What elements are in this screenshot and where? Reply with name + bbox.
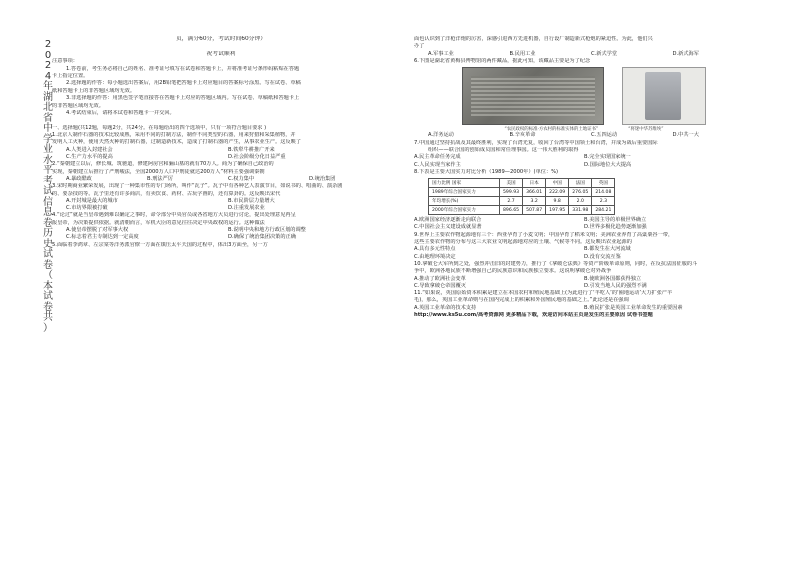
option: A.洋务运动 [428,132,454,139]
question-10-options [414,276,754,283]
side-title-char: 业 [43,144,53,155]
question-1-cont: 发明人工火种，使用天然火种的打制石器，过制造新技术，造成了打制石器的产生，从事农业生产。这反映了 [52,139,302,146]
question-5-cont: 办了 [414,43,425,50]
option: D.中共一大 [672,132,699,139]
side-title-char: 息 [43,207,53,218]
row-label: 1989年综合国家实力 [429,188,500,197]
question-11-options [414,305,754,312]
footer-watermark-line[interactable]: http://www.ks5u.com/高考资源网 更多精品下载，欢迎访问本站主页是发生的主要原因 试卷书签题 [414,311,653,318]
option: B.完全实现国家统一 [584,154,631,161]
option: C.由地理环境决定 [414,253,456,260]
row-label: 年均增长(%) [429,197,500,206]
option: B.市民阶层力量增大 [228,198,275,205]
table-cell: 2.7 [500,197,523,206]
question-9-options [414,246,754,253]
table-cell: 896.65 [500,206,523,215]
side-title-char: （ [43,270,53,281]
side-title-char: ） [43,322,53,334]
question-7-options [414,154,754,161]
right-column [414,36,754,319]
option: C.新式学堂 [591,50,618,57]
question-6: 6.下图是湖北省黄梅县博物馆的两件藏品，据此可知，该藏品主要是为了纪念 [414,57,591,64]
side-title-char: 学 [43,133,53,145]
table-row [429,206,615,215]
side-title-char: 4 [44,70,52,82]
question-7-cont: 组织——联合国的创始成员国和常任理事国。这一伟大胜利的取得 [428,146,579,153]
question-9-options [414,254,754,261]
side-title-char: 信 [43,196,53,208]
land-certificate-photo [462,67,604,125]
question-7-options [414,162,754,169]
option: C.五四运动 [591,132,618,139]
table-header: 中国 [546,179,569,188]
option: B.辛亥革命 [509,132,536,139]
option: B.使欧洲各国都获得独立 [584,275,642,282]
question-10: 10.拿破仑大军所到之处，强烈冲击旧的封建势力，推行了《拿破仑法典》等资产阶级革命原则，同时，在反抗法国征服的斗 [414,260,698,267]
option: C.标志着君主专制达到一定高度 [66,234,139,241]
table-corner [429,179,500,188]
option: B.都发生在大河流域 [584,246,631,253]
exam-subtitle: 祝考试顺利 [206,50,236,57]
option: C.权力集中 [228,176,255,183]
page-header-line: 页，满分60分，考试时间60分钟） [175,36,267,42]
side-title-char: 0 [44,49,52,61]
table-header: 英国 [592,179,615,188]
option: D.没有交流互鉴 [584,253,621,260]
notice-line: 4.考试结束后，请将本试卷和答题卡一并交回。 [66,109,175,116]
side-title-char: 试 [43,186,53,197]
option: B.美国主导的单极世界确立 [584,217,647,224]
side-title-char: 湖 [43,91,53,103]
option: A.人类进入封建社会 [66,146,113,153]
option: B.刑法严厉 [147,176,173,183]
option: D.社会阶级分化日益严重 [228,154,286,161]
table-cell: 2.0 [569,197,592,206]
question-1-options [52,154,390,161]
option: A.暴政酷政 [66,176,92,183]
table-cell: 197.95 [546,206,569,215]
option: D.统治集团 [309,176,336,183]
notice-line: 的非答题区域均无效。 [52,102,104,109]
table-cell: 331.98 [569,206,592,215]
table-cell: 284.21 [592,206,615,215]
option: A.使皇帝摆脱了对军事大权 [66,227,129,234]
question-11: 11.“如果说，英国原始资本积累是建立在本国农村和殖民地基础上(为此进行了‘羊吃人’的‘圈地运动’大力扩张产羊 [414,289,673,296]
question-4: 4.“论过”就是当皇帝遇到难以确定之事时，命令部分中央官员或各省地方大员进行讨论，提出处理意见再呈 [52,212,296,219]
side-title-char: 北 [43,102,53,113]
artifact-photo [622,67,706,125]
table-corner-bottom: 国家 [451,180,462,186]
table-header: 美国 [500,179,523,188]
power-comparison-table [428,178,615,215]
question-9-cont: 这些主要农作物的分布与这三大农业文明起源地对应的土壤、气候等不同。这反映出农业起源的 [414,238,632,245]
side-title-char: 省 [43,112,53,124]
question-11-cont: 毛)，那么，英国工业革命则与在国内完成上的积累和外国殖民地的基础之上。”此论述是在强调 [414,297,629,304]
row-label: 2000年综合国家实力 [429,206,500,215]
side-title-char: 中 [43,123,53,134]
option: C.市坊界限被打破 [66,205,108,212]
option: C.中国社会主义建设成就显著 [414,224,482,231]
side-title-char: 水 [43,154,53,166]
question-5-cont: 面也认识到了洋枪洋炮的厉害，深感引进西方先进机器，自行设厂制造新式枪炮的紧迫性。为此，他们兴 [414,36,653,42]
question-6-options [414,132,754,139]
question-8: 8.下表是主要大国实力对比分析（1989—2000年）(单位：%) [414,168,559,175]
table-cell: 599.93 [500,188,523,197]
side-title-char: 共 [43,312,53,323]
option: A.推动了欧洲社会变革 [414,275,466,282]
option: B.殖民扩张是英国工业革命发生的重要因素 [584,304,683,311]
question-3-options [52,205,390,212]
photo-caption: “将迷中华苏维埃” [628,127,664,133]
option: A.欧洲国家经济逐渐走向联合 [414,217,482,224]
table-cell: 3.2 [523,197,546,206]
option: D.新式海军 [672,50,699,57]
notice-line: 纸和答题卡上的非答题区域均无效。 [52,87,136,94]
option: B.说明中央和地方行政区划的调整 [228,227,306,234]
option: B.民用工业 [509,50,536,57]
table-corner-top: 国力比例 [432,180,451,186]
notice-line: 2.选择题的作答：每小题选出答案后，用2B铅笔把答题卡上对应题目的答案标号涂黑。写在试卷、草稿 [66,80,301,87]
side-title-char: 卷 [43,259,53,271]
side-title-char: 考 [43,175,53,187]
question-2-options [52,176,390,183]
question-4-cont: 报皇帝，为决策提供依据。就清朝而言，军机大臣的意见往往决定中央政权的运行。这种做法 [52,219,265,226]
question-3-cont: 的、要杂技的等。瓦子里还有许多商店，有卖饮食、药材、古玩字画的，还有算卦的。这反映出宋代 [52,190,281,197]
side-title-char: 年 [43,81,53,92]
question-7: 7.中国通过坚持抗战及其最终胜利，实现了台湾光复，收回了台湾等中国领土和台湾，并成为战后重要国际 [414,139,658,146]
side-title-char: 历 [43,228,53,239]
option: C.导致拿破仑帝国覆灭 [414,282,466,289]
question-6-photos [414,67,754,125]
side-title-char: 本 [43,280,53,292]
option: C.生产力水平的提高 [66,154,113,161]
side-title-char: 史 [43,238,53,250]
question-5: 5.面临着李鸿章、左宗棠等洋务派官僚一方面在镇压太平天国的过程中，体出3方面至，另一方 [52,241,268,248]
question-8-options [414,224,754,231]
option: A.英国工业革命的技术支持 [414,304,477,311]
question-2: 2.“秦朝建立以后，修长城、筑驰道，修建阿房宫和骊山墓的就有70万人。商为了确保自己政治的 [52,161,274,168]
table-cell: 9.8 [546,197,569,206]
option: A.开封城是最大的城市 [66,198,118,205]
side-title-char: 卷 [43,301,53,313]
table-cell: 214.08 [592,188,615,197]
option: D.确保了统治集团决策的正确 [228,234,296,241]
question-2-cont: 实现，秦朝建立后推行了严刑峻法，全国2000万人口中刑徒就达200万人”材料主要强调秦朝 [52,168,265,175]
option: B.铁犁牛耕推广开来 [228,146,275,153]
side-title-char: 2 [44,39,52,50]
table-header: 法国 [569,179,592,188]
photo-caption: “农民政权的标准·方农村的标准实体的土地证书” [504,127,599,133]
option: C.人民实现当家作主 [414,161,461,168]
question-10-options [414,283,754,290]
notice-line: 1.答卷前，考生务必将自己的姓名、准考证号填写在试卷和答题卡上，并将准考证号条形码粘贴在答题 [66,65,300,72]
option: D.注重发展农业 [228,205,265,212]
question-1-options [52,147,390,154]
question-3: 3.宋时期商业繁荣发展，出现了一种集市性的专门场所，叫作“瓦子”。瓦子中有各种艺人表演节目，如说书的、唱曲的、演杂剧 [52,183,343,190]
option: A.军事工业 [428,50,454,57]
side-title-char: 卷 [43,217,53,229]
question-5-options [414,51,754,58]
table-header: 日本 [523,179,546,188]
section-title: 一、选择题(共12题，每题2分，共24分。在每题给出的四个选项中，只有一项符合题目要求 ) [52,124,267,131]
question-4-options [52,234,390,241]
side-title-char: 试 [43,291,53,302]
side-title-char: 试 [43,249,53,260]
table-cell: 507.87 [523,206,546,215]
table-row [429,188,615,197]
left-column [52,36,390,249]
notice-line: 卡上指定位置。 [52,72,89,79]
option: D.世界多极化趋势逐渐加强 [584,224,647,231]
question-9: 9.世界上主要农作物起源地有三个：西亚孕育了小麦文明；中国孕育了稻米文明；美洲农业养育了高粱粟谷一带， [414,231,674,238]
question-1: 1.北京人制作石器的技术比较成熟，采用不同的打制方法，制作不同类型的石器，用来狩猎和采集植物，并 [52,132,296,139]
notice-line: 3.非选择题的作答：用黑色签字笔直接答在答题卡上对应的答题区域内。写在试卷、草稿纸和答题卡上 [66,95,300,102]
table-cell: 366.01 [523,188,546,197]
notice-title: 注意事项： [52,58,78,65]
table-cell: 2.3 [592,197,615,206]
question-10-cont: 争中，欧洲各地民族不断增强自己的民族意识和民族独立要求。这说明拿破仑对外战争 [414,268,612,275]
option: D.国际地位大大提高 [584,161,632,168]
side-title-char: 2 [44,60,52,71]
side-title-char: 平 [43,165,53,176]
option: A.民主革命任务完成 [414,154,461,161]
option: D.引发当地人民的强烈不满 [584,282,647,289]
table-cell: 276.05 [569,188,592,197]
table-row [429,197,615,206]
option: A.具有多元性特点 [414,246,456,253]
table-cell: 222.09 [546,188,569,197]
table-header-row [429,179,615,188]
